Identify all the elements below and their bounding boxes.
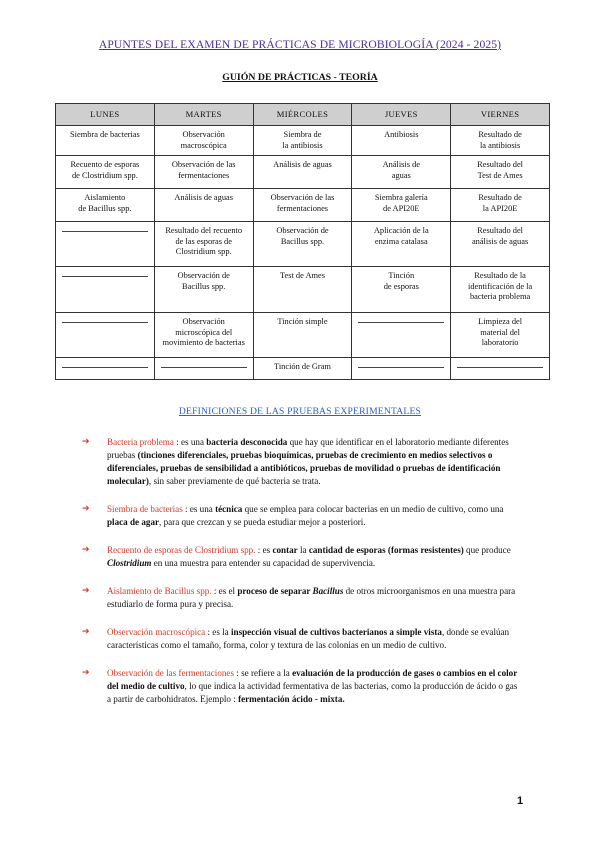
definition-bold: inspección visual de cultivos bacterianos a simple vista [231, 627, 442, 637]
schedule-row [56, 189, 550, 222]
definition-text: , donde se evalúan características como el tamaño, forma, color y textura de las colonias en un medio de cultivo. [107, 627, 510, 650]
definition-term: Observación de las fermentaciones [107, 668, 235, 678]
schedule-cell-lunes: Siembra de bacterias [56, 126, 155, 156]
schedule-cell-martes: Análisis de aguas [154, 189, 253, 222]
blank-line [457, 367, 543, 368]
arrow-right-icon: ➔ [82, 504, 90, 514]
definition-bold: técnica [215, 504, 243, 514]
schedule-cell-jueves: Tinción de esporas [352, 267, 451, 313]
schedule-row [56, 126, 550, 156]
definition-text: en una muestra para entender su capacidad de supervivencia. [151, 558, 376, 568]
blank-line [358, 367, 444, 368]
definition-item [82, 503, 522, 529]
header-viernes: VIERNES [451, 104, 550, 126]
definition-item [82, 436, 522, 488]
arrow-right-icon: ➔ [82, 437, 90, 447]
schedule-cell-miercoles: Observación de las fermentaciones [253, 189, 352, 222]
schedule-cell-lunes [56, 358, 155, 380]
page-number: 1 [517, 795, 524, 807]
schedule-cell-viernes [451, 358, 550, 380]
definition-text: que hay que identificar en el laboratorio mediante diferentes pruebas [107, 437, 509, 460]
definition-bold: evaluación de la producción de gases o cambios en el color del medio de cultivo [107, 668, 518, 691]
definition-item [82, 626, 522, 652]
definition-term: Observación macroscópica [107, 627, 206, 637]
schedule-row [56, 358, 550, 380]
schedule-cell-jueves: Aplicación de la enzima catalasa [352, 222, 451, 267]
schedule-cell-viernes: Resultado de la API20E [451, 189, 550, 222]
definition-text: : es el [211, 586, 238, 596]
schedule-cell-martes: Observación de las fermentaciones [154, 156, 253, 189]
document-title: APUNTES DEL EXAMEN DE PRÁCTICAS DE MICROBIOLOGÍA (2024 - 2025) [98, 38, 502, 51]
schedule-cell-viernes: Limpieza del material del laboratorio [451, 313, 550, 358]
blank-line [62, 276, 148, 277]
schedule-body [56, 126, 550, 380]
schedule-cell-martes: Resultado del recuento de las esporas de Clostridium spp. [154, 222, 253, 267]
schedule-cell-jueves: Análisis de aguas [352, 156, 451, 189]
definitions-list [82, 436, 522, 721]
header-jueves: JUEVES [352, 104, 451, 126]
schedule-cell-martes: Observación de Bacillus spp. [154, 267, 253, 313]
definition-term: Bacteria problema [107, 437, 174, 447]
definition-term: Aislamiento de Bacillus spp. [107, 586, 212, 596]
schedule-cell-lunes [56, 222, 155, 267]
definition-bold: proceso de separar [237, 586, 313, 596]
definition-bold: placa de agar [107, 517, 160, 527]
schedule-cell-jueves: Antibiosis [352, 126, 451, 156]
blank-line [358, 322, 444, 323]
schedule-cell-lunes [56, 313, 155, 358]
definition-item [82, 585, 522, 611]
schedule-row [56, 222, 550, 267]
blank-line [161, 367, 247, 368]
schedule-cell-jueves [352, 313, 451, 358]
document-subtitle: GUIÓN DE PRÁCTICAS - TEORÍA [222, 72, 378, 83]
definition-bold: (tinciones diferenciales, pruebas bioquímicas, pruebas de crecimiento en medios selectivos o diferenciales, pruebas de sensibilidad a antibióticos, pruebas de movilidad o pruebas de identificación molecular) [107, 450, 501, 486]
schedule-cell-miercoles: Análisis de aguas [253, 156, 352, 189]
header-miercoles: MIÉRCOLES [253, 104, 352, 126]
schedule-cell-jueves [352, 358, 451, 380]
blank-line [62, 322, 148, 323]
arrow-right-icon: ➔ [82, 545, 90, 555]
header-martes: MARTES [154, 104, 253, 126]
schedule-cell-lunes [56, 267, 155, 313]
definition-text: la [297, 545, 309, 555]
definition-term: Recuento de esporas de Clostridium spp. [107, 545, 256, 555]
schedule-cell-martes [154, 358, 253, 380]
definition-term: Siembra de bacterias [107, 504, 183, 514]
schedule-cell-martes: Observación macroscópica [154, 126, 253, 156]
definition-text: : es la [205, 627, 231, 637]
schedule-cell-miercoles: Siembra de la antibiosis [253, 126, 352, 156]
schedule-row [56, 156, 550, 189]
definition-text: que produce [463, 545, 511, 555]
schedule-cell-miercoles: Test de Ames [253, 267, 352, 313]
definition-item [82, 544, 522, 570]
definition-bold: fermentación ácido - mixta. [238, 694, 345, 704]
definitions-section-title: DEFINICIONES DE LAS PRUEBAS EXPERIMENTALES [178, 406, 422, 417]
blank-line [62, 367, 148, 368]
schedule-row [56, 267, 550, 313]
definition-bold-italic: Clostridium [107, 558, 152, 568]
header-lunes: LUNES [56, 104, 155, 126]
definition-item [82, 667, 522, 706]
arrow-right-icon: ➔ [82, 668, 90, 678]
schedule-cell-viernes: Resultado del Test de Ames [451, 156, 550, 189]
definition-text: de otros microorganismos en una muestra para estudiarlo de forma pura y precisa. [107, 586, 516, 609]
definition-bold: cantidad de esporas (formas resistentes) [308, 545, 464, 555]
schedule-cell-miercoles: Tinción de Gram [253, 358, 352, 380]
definition-text: , para que crezcan y se pueda estudiar mejor a posteriori. [159, 517, 366, 527]
schedule-cell-martes: Observación microscópica del movimiento de bacterias [154, 313, 253, 358]
definition-text: , lo que indica la actividad fermentativa de las bacterias, como la producción de ácido o gas a partir de carbohidratos. Ejemplo : [107, 681, 518, 704]
definition-text: , sin saber previamente de qué bacteria se trata. [148, 476, 321, 486]
definition-bold-italic: Bacillus [312, 586, 344, 596]
blank-line [62, 231, 148, 232]
schedule-cell-miercoles: Tinción simple [253, 313, 352, 358]
schedule-cell-jueves: Siembra galería de API20E [352, 189, 451, 222]
schedule-cell-lunes: Recuento de esporas de Clostridium spp. [56, 156, 155, 189]
schedule-cell-lunes: Aislamiento de Bacillus spp. [56, 189, 155, 222]
definition-text: : es una [173, 437, 207, 447]
schedule-table [55, 103, 550, 380]
definition-bold: contar [272, 545, 298, 555]
arrow-right-icon: ➔ [82, 586, 90, 596]
definition-bold: bacteria desconocida [206, 437, 288, 447]
schedule-cell-miercoles: Observación de Bacillus spp. [253, 222, 352, 267]
arrow-right-icon: ➔ [82, 627, 90, 637]
schedule-row [56, 313, 550, 358]
definition-text: : se refiere a la [234, 668, 293, 678]
schedule-cell-viernes: Resultado de la identificación de la bacteria problema [451, 267, 550, 313]
definition-text: que se emplea para colocar bacterias en un medio de cultivo, como una [242, 504, 504, 514]
definition-text: : es una [182, 504, 216, 514]
schedule-cell-viernes: Resultado del análisis de aguas [451, 222, 550, 267]
schedule-header-row [56, 104, 550, 126]
definition-text: : es [255, 545, 273, 555]
schedule-cell-viernes: Resultado de la antibiosis [451, 126, 550, 156]
